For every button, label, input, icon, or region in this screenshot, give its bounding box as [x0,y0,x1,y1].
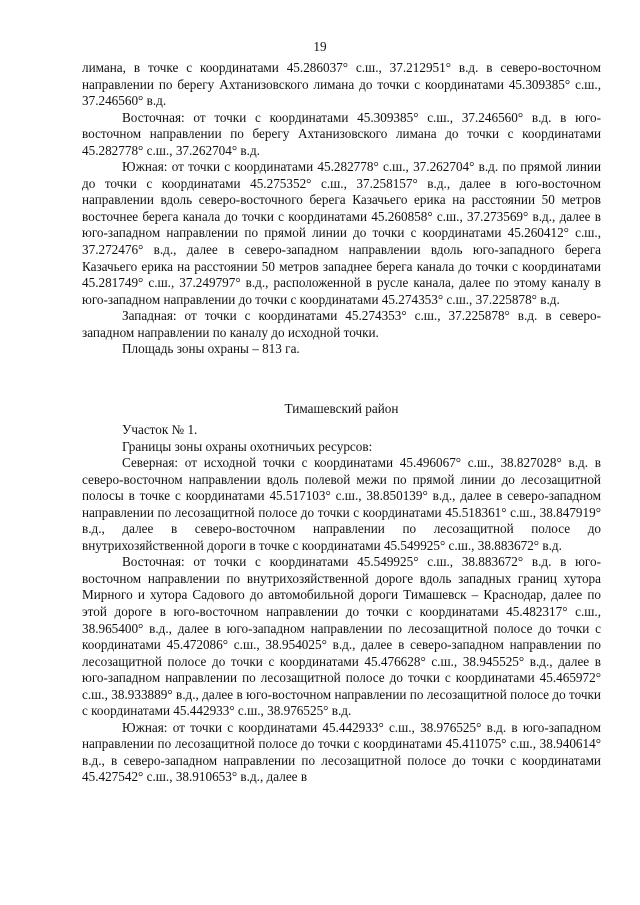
top-text-block [82,60,601,358]
paragraph-eastern-boundary: Восточная: от точки с координатами 45.309385° с.ш., 37.246560° в.д. в юго-восточном направлении по берегу Ахтанизовского лимана до точки с координатами 45.282778° с.ш., 37.262704° в.д. [82,109,601,158]
bottom-text-block [82,422,601,786]
paragraph-boundaries-intro: Границы зоны охраны охотничьих ресурсов: [122,438,373,454]
paragraph-continuation: лимана, в точке с координатами 45.286037° с.ш., 37.212951° в.д. в северо-восточном направлении по берегу Ахтанизовского лимана до точки с координатами 45.309385° с.ш., 37.246560° в.д. [82,60,601,109]
paragraph-southern-boundary-2: Южная: от точки с координатами 45.442933° с.ш., 38.976525° в.д. в юго-западном направлении по лесозащитной полосе до точки с координатами 45.411075° с.ш., 38.940614° в.д., в северо-западном направлении по лесозащитной полосе до точки с координатами 45.427542° с.ш., 38.910653° в.д., далее в [82,719,601,785]
paragraph-zone-area: Площадь зоны охраны – 813 га. [122,341,300,357]
paragraph-plot-number: Участок № 1. [122,422,198,437]
paragraph-southern-boundary: Южная: от точки с координатами 45.282778° с.ш., 37.262704° в.д. по прямой линии до точки с координатами 45.275352° с.ш., 37.258157° в.д., далее в юго-восточном направлении вдоль северо-восточного берега Казачьего ерика на расстоянии 50 метров восточнее берега канала до точки с координатами 45.260858° с.ш., 37.273569° в.д., далее в юго-западном направлении по прямой линии до точки с координатами 45.260412° с.ш., 37.272476° в.д., далее в северо-западном направлении вдоль юго-западного берега Казачьего ерика на расстоянии 50 метров западнее берега канала до точки с координатами 45.281749° с.ш., 37.249797° в.д., расположенной в русле канала, далее по этому каналу в юго-западном направлении до точки с координатами 45.274353° с.ш., 37.225878° в.д. [82,159,601,307]
paragraph-northern-boundary: Северная: от исходной точки с координатами 45.496067° с.ш., 38.827028° в.д. в северо-восточном направлении вдоль полевой межи по прямой линии до лесозащитной полосы в точке с координатами 45.517103° с.ш., 38.850139° в.д., далее в северо-западном направлении по лесозащитной полосе до точки с координатами 45.518361° с.ш., 38.847919° в.д., далее в северо-восточном направлении по лесозащитной полосе до внутрихозяйственной дороги в точке с координатами 45.549925° с.ш., 38.883672° в.д. [82,455,601,553]
district-heading-block [82,401,601,418]
district-heading: Тимашевский район [284,401,399,416]
paragraph-eastern-boundary-2: Восточная: от точки с координатами 45.549925° с.ш., 38.883672° в.д. в юго-восточном направлении по внутрихозяйственной дороге вдоль западных границ хутора Мирного и хутора Садового до автомобильной дороги Тимашевск – Краснодар, далее по этой дороге в юго-восточном направлении до точки с координатами 45.482317° с.ш., 38.965400° в.д., далее в юго-западном направлении по лесозащитной полосе до точки с координатами 45.472086° с.ш., 38.954025° в.д., далее в северо-западном направлении по лесозащитной полосе до точки с координатами 45.476628° с.ш., 38.945525° в.д., далее в юго-западном направлении по лесозащитной полосе до точки с координатами 45.465972° с.ш., 38.933889° в.д., далее в юго-восточном направлении по лесозащитной полосе до точки с координатами 45.442933° с.ш., 38.976525° в.д. [82,554,601,719]
page-number: 19 [313,39,327,54]
paragraph-western-boundary: Западная: от точки с координатами 45.274353° с.ш., 37.225878° в.д. в северо-западном направлении по каналу до исходной точки. [82,308,601,340]
